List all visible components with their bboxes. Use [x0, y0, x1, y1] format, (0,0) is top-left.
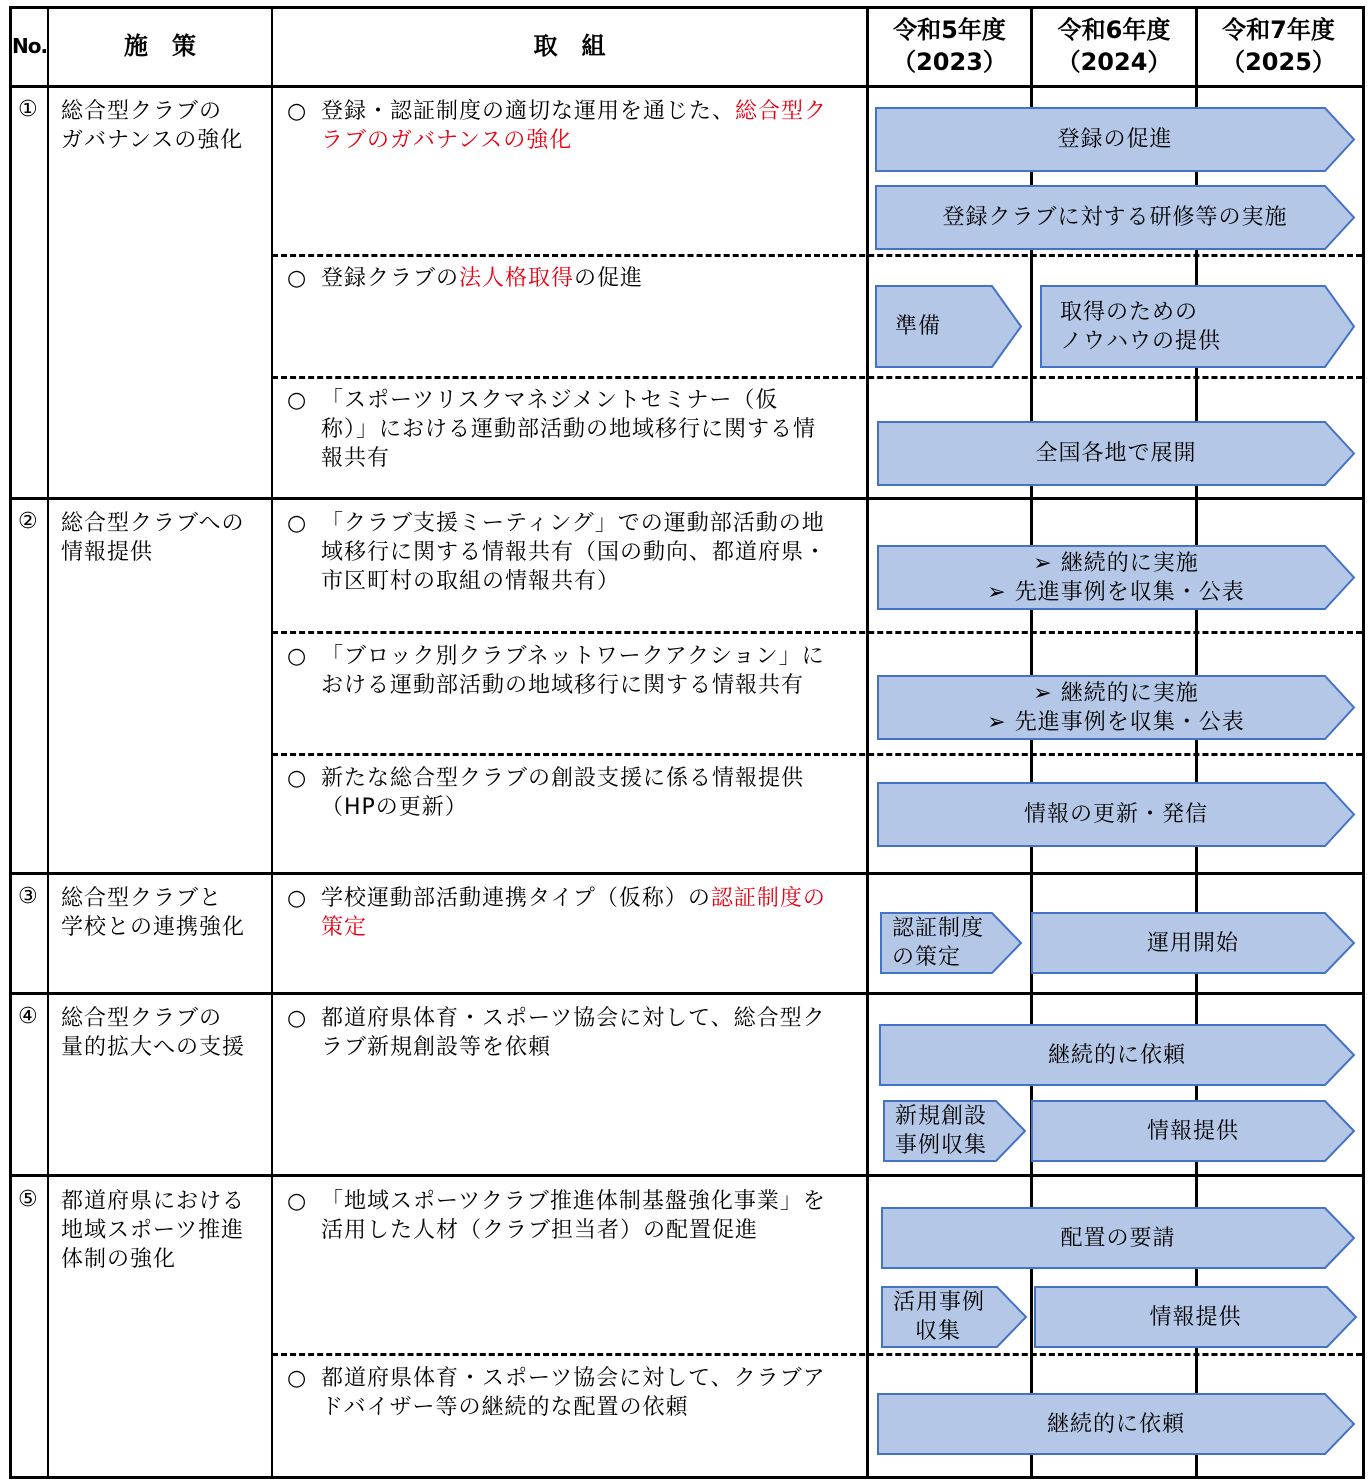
year-name: 令和5年度 [893, 16, 1006, 44]
arrow-new-cases: 新規創設 事例収集 [883, 1100, 1026, 1162]
section-title: 都道府県における 地域スポーツ推進 体制の強化 [61, 1189, 246, 1272]
year-number: （2023） [892, 48, 1007, 76]
year-name: 令和7年度 [1222, 16, 1335, 44]
section-number: ④ [18, 1004, 38, 1029]
row-divider [9, 992, 1362, 995]
header-no: No. [12, 34, 48, 58]
item-mark: ○ [287, 886, 308, 911]
row-divider [9, 1174, 1362, 1177]
year-number: （2024） [1056, 48, 1172, 76]
arrow-training: 登録クラブに対する研修等の実施 [875, 185, 1355, 250]
header-year-2023 [869, 14, 1030, 78]
initiative-text: 「スポーツリスクマネジメントセミナー（仮 称）」における運動部活動の地域移行に関する情 報共有 [321, 388, 817, 471]
arrow-certification: 認証制度 の策定 [880, 912, 1022, 974]
item-mark: ○ [287, 1189, 308, 1214]
initiative-text: 「地域スポーツクラブ推進体制基盤強化事業」を 活用した人材（クラブ担当者）の配置促進 [321, 1189, 826, 1243]
initiative-text: 学校運動部活動連携タイプ（仮称）の認証制度の 策定 [321, 886, 826, 940]
section-number: ③ [18, 884, 38, 909]
initiative-text: 「ブロック別クラブネットワークアクション」に おける運動部活動の地域移行に関する情報共有 [321, 644, 825, 698]
arrow-registration-promotion: 登録の促進 [875, 107, 1355, 172]
col-divider [866, 6, 869, 1476]
section-title: 総合型クラブの ガバナンスの強化 [61, 99, 244, 153]
arrow-info-provision-1: 情報提供 [1031, 1100, 1355, 1162]
arrow-preparation: 準備 [875, 285, 1022, 368]
item-mark: ○ [287, 1366, 308, 1391]
initiative-text: 登録クラブの法人格取得の促進 [321, 266, 644, 291]
year-name: 令和6年度 [1057, 16, 1171, 44]
item-mark: ○ [287, 99, 308, 124]
section-number: ① [18, 97, 38, 122]
row-divider [272, 1353, 1362, 1356]
initiative-text: 登録・認証制度の適切な運用を通じた、総合型ク ラブのガバナンスの強化 [321, 99, 828, 153]
header-year-2024 [1033, 14, 1195, 78]
arrow-placement-request: 配置の要請 [881, 1207, 1355, 1269]
initiative-text: 都道府県体育・スポーツ協会に対して、総合型ク ラブ新規創設等を依頼 [321, 1006, 826, 1060]
header-measure: 施 策 [124, 32, 196, 60]
initiative-text: 都道府県体育・スポーツ協会に対して、クラブア ドバイザー等の継続的な配置の依頼 [321, 1366, 826, 1420]
arrow-nationwide: 全国各地で展開 [877, 421, 1355, 486]
item-mark: ○ [287, 1006, 308, 1031]
arrow-info-provision-2: 情報提供 [1034, 1286, 1357, 1348]
item-mark: ○ [287, 511, 308, 536]
arrow-knowhow: 取得のための ノウハウの提供 [1040, 285, 1355, 368]
arrow-continuous-request-2: 継続的に依頼 [877, 1393, 1355, 1455]
arrow-info-update: 情報の更新・発信 [877, 782, 1355, 847]
row-divider [272, 254, 1362, 257]
row-divider [272, 631, 1362, 634]
section-number: ② [18, 509, 38, 534]
item-mark: ○ [287, 266, 308, 291]
item-mark: ○ [287, 766, 308, 791]
item-mark: ○ [287, 644, 308, 669]
arrow-operation-start: 運用開始 [1031, 912, 1355, 974]
arrow-use-cases: 活用事例 収集 [881, 1286, 1027, 1348]
row-divider [9, 85, 1362, 88]
initiative-text: 「クラブ支援ミーティング」での運動部活動の地 域移行に関する情報共有（国の動向、都道府県・ 市区町村の取組の情報共有） [321, 511, 828, 594]
header-initiative: 取 組 [533, 32, 606, 60]
section-title: 総合型クラブの 量的拡大への支援 [61, 1006, 246, 1060]
col-divider [47, 6, 49, 1476]
arrow-continuous-2: ➢ 継続的に実施 ➢ 先進事例を収集・公表 [877, 675, 1355, 740]
header-year-2025 [1198, 14, 1359, 78]
arrow-continuous-1: ➢ 継続的に実施 ➢ 先進事例を収集・公表 [877, 545, 1355, 610]
section-title: 総合型クラブへの 情報提供 [61, 511, 245, 565]
row-divider [9, 497, 1362, 500]
section-number: ⑤ [18, 1187, 38, 1212]
section-title: 総合型クラブと 学校との連携強化 [61, 886, 246, 940]
row-divider [272, 753, 1362, 756]
row-divider [272, 376, 1362, 379]
initiative-text: 新たな総合型クラブの創設支援に係る情報提供 （HPの更新） [321, 766, 805, 820]
item-mark: ○ [287, 388, 308, 413]
col-divider [271, 6, 273, 1476]
row-divider [9, 872, 1362, 875]
year-number: （2025） [1221, 48, 1336, 76]
arrow-continuous-request-1: 継続的に依頼 [879, 1024, 1355, 1086]
